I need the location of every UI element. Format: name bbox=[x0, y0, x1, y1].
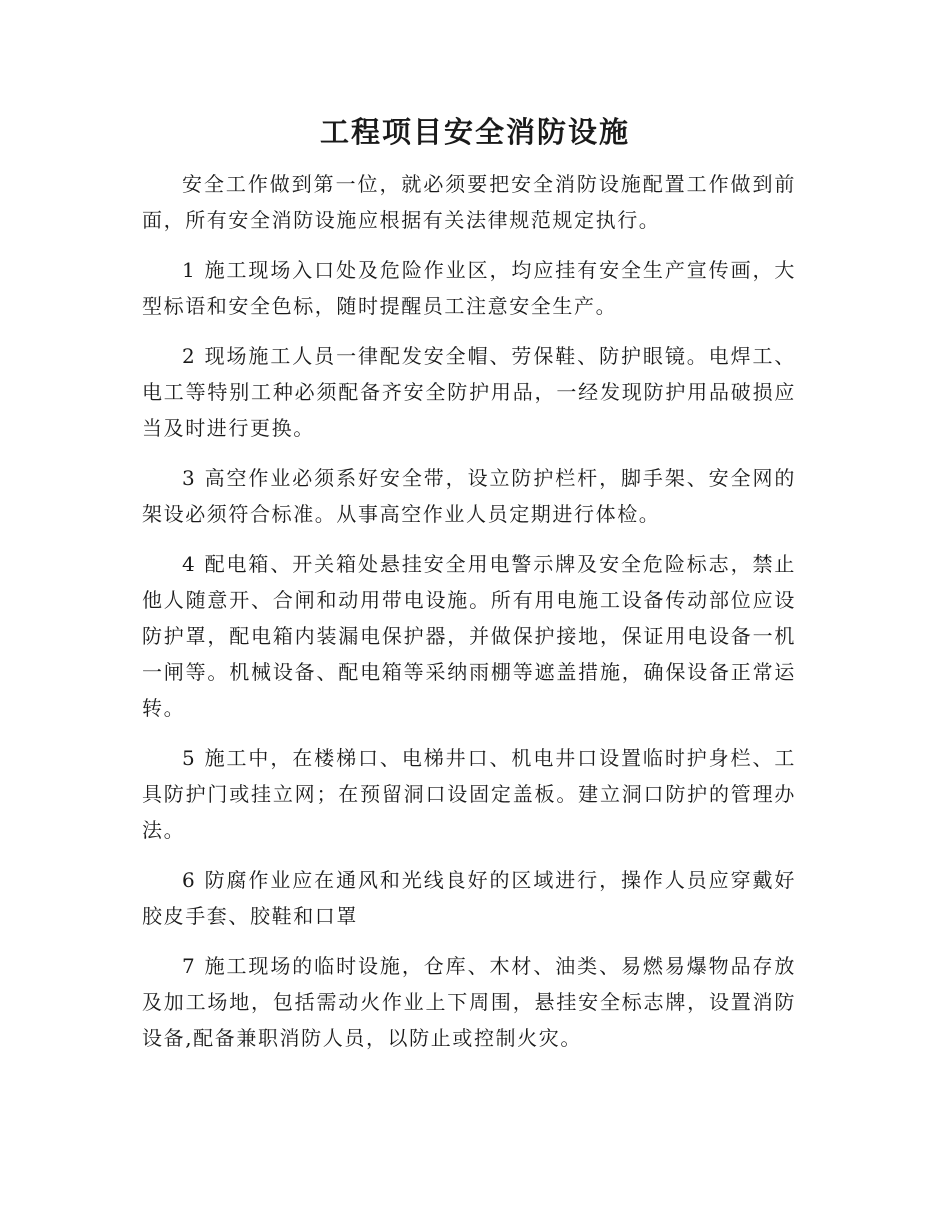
paragraph-item-5: 5 施工中，在楼梯口、电梯井口、机电井口设置临时护身栏、工具防护门或挂立网；在预留洞口设固定盖板。建立洞口防护的管理办法。 bbox=[142, 746, 796, 842]
paragraph-item-7: 7 施工现场的临时设施，仓库、木材、油类、易燃易爆物品存放及加工场地，包括需动火作业上下周围，悬挂安全标志牌，设置消防设备,配备兼职消防人员，以防止或控制火灾。 bbox=[142, 954, 796, 1050]
paragraph-item-4: 4 配电箱、开关箱处悬挂安全用电警示牌及安全危险标志，禁止他人随意开、合闸和动用带电设施。所有用电施工设备传动部位应设防护罩，配电箱内装漏电保护器，并做保护接地，保证用电设备一机一闸等。机械设备、配电箱等采纳雨棚等遮盖措施，确保设备正常运转。 bbox=[142, 552, 796, 720]
paragraph-intro: 安全工作做到第一位，就必须要把安全消防设施配置工作做到前面，所有安全消防设施应根据有关法律规范规定执行。 bbox=[142, 172, 796, 232]
paragraph-item-1: 1 施工现场入口处及危险作业区，均应挂有安全生产宣传画，大型标语和安全色标，随时提醒员工注意安全生产。 bbox=[142, 258, 796, 318]
paragraph-item-6: 6 防腐作业应在通风和光线良好的区域进行，操作人员应穿戴好胶皮手套、胶鞋和口罩 bbox=[142, 868, 796, 928]
paragraph-item-3: 3 高空作业必须系好安全带，设立防护栏杆，脚手架、安全网的架设必须符合标准。从事高空作业人员定期进行体检。 bbox=[142, 466, 796, 526]
document-title: 工程项目安全消防设施 bbox=[319, 115, 630, 149]
paragraph-item-2: 2 现场施工人员一律配发安全帽、劳保鞋、防护眼镜。电焊工、电工等特别工种必须配备齐安全防护用品，一经发现防护用品破损应当及时进行更换。 bbox=[142, 344, 796, 440]
document-body bbox=[142, 166, 796, 1070]
